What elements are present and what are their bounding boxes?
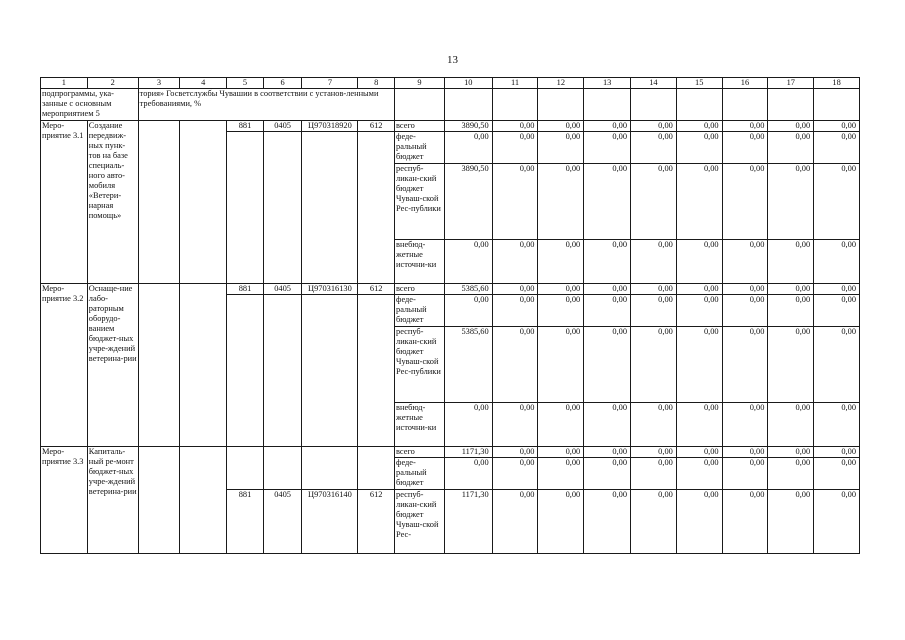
year-value: 0,00: [631, 490, 677, 554]
funding-source: феде-ральный бюджет: [395, 458, 445, 490]
vr-code: 612: [358, 490, 395, 554]
measure-label: Меро-приятие 3.2: [41, 284, 88, 447]
empty-cell: [676, 89, 722, 121]
vr-code: 612: [358, 284, 395, 295]
empty-cell: [631, 89, 677, 121]
funding-source: респуб-ликан-ский бюджет Чуваш-ской Рес-публики: [395, 327, 445, 403]
column-header: 6: [263, 78, 302, 89]
empty-cell: [358, 295, 395, 447]
year-value: 0,00: [631, 240, 677, 284]
year-value: 0,00: [722, 295, 768, 327]
year-value: 0,00: [492, 295, 538, 327]
year-value: 0,00: [722, 447, 768, 458]
year-value: 0,00: [768, 240, 814, 284]
empty-cell: [814, 89, 860, 121]
csr-code: Ц970318920: [302, 121, 358, 132]
empty-cell: [444, 89, 492, 121]
empty-cell: [227, 132, 264, 284]
column-header: 4: [180, 78, 227, 89]
year-value: 0,00: [768, 164, 814, 240]
year-value: 0,00: [492, 403, 538, 447]
year-value: 0,00: [722, 490, 768, 554]
year-value: 0,00: [814, 240, 860, 284]
column-header: 8: [358, 78, 395, 89]
year-value: 0,00: [584, 327, 631, 403]
year-value: 0,00: [768, 295, 814, 327]
year-value: 0,00: [768, 458, 814, 490]
continuation-text: тория» Госветслужбы Чувашии в соответствии с установ-ленными требованиями, %: [138, 89, 394, 121]
year-value: 0,00: [631, 458, 677, 490]
year-value: 0,00: [584, 403, 631, 447]
year-value: 0,00: [492, 490, 538, 554]
empty-cell: [227, 447, 264, 490]
csr-code: Ц970316140: [302, 490, 358, 554]
year-value: 0,00: [722, 458, 768, 490]
year-value: 0,00: [722, 164, 768, 240]
total-value: 0,00: [444, 132, 492, 164]
year-value: 0,00: [631, 164, 677, 240]
column-header: 15: [676, 78, 722, 89]
continuation-text: подпрограммы, ука-занные с основным мероприятием 5: [41, 89, 139, 121]
empty-cell: [395, 89, 445, 121]
year-value: 0,00: [676, 447, 722, 458]
total-value: 5385,60: [444, 327, 492, 403]
year-value: 0,00: [631, 284, 677, 295]
table-row: [41, 121, 860, 132]
year-value: 0,00: [538, 132, 584, 164]
column-header: 11: [492, 78, 538, 89]
empty-cell: [768, 89, 814, 121]
empty-cell: [302, 295, 358, 447]
year-value: 0,00: [584, 447, 631, 458]
year-value: 0,00: [538, 403, 584, 447]
year-value: 0,00: [631, 295, 677, 327]
year-value: 0,00: [814, 458, 860, 490]
column-header: 9: [395, 78, 445, 89]
empty-cell: [263, 447, 302, 490]
empty-cell: [138, 447, 180, 554]
year-value: 0,00: [676, 240, 722, 284]
grbs-code: 881: [227, 490, 264, 554]
year-value: 0,00: [631, 403, 677, 447]
year-value: 0,00: [722, 284, 768, 295]
rzpr-code: 0405: [263, 121, 302, 132]
year-value: 0,00: [814, 295, 860, 327]
funding-source: внебюд-жетные источни-ки: [395, 240, 445, 284]
year-value: 0,00: [538, 447, 584, 458]
table-row: [41, 447, 860, 458]
table-row: [41, 284, 860, 295]
total-value: 0,00: [444, 295, 492, 327]
funding-source: всего: [395, 284, 445, 295]
year-value: 0,00: [492, 240, 538, 284]
grbs-code: 881: [227, 284, 264, 295]
year-value: 0,00: [814, 284, 860, 295]
measure-name: Создание передвиж-ных пунк-тов на базе специаль-ного авто-мобиля «Ветери-нарная помощь»: [87, 121, 138, 284]
year-value: 0,00: [492, 132, 538, 164]
year-value: 0,00: [768, 447, 814, 458]
empty-cell: [180, 121, 227, 284]
year-value: 0,00: [676, 121, 722, 132]
total-value: 1171,30: [444, 490, 492, 554]
year-value: 0,00: [676, 164, 722, 240]
year-value: 0,00: [631, 447, 677, 458]
column-header: 1: [41, 78, 88, 89]
year-value: 0,00: [814, 447, 860, 458]
year-value: 0,00: [768, 327, 814, 403]
funding-source: респуб-ликан-ский бюджет Чуваш-ской Рес-публики: [395, 164, 445, 240]
year-value: 0,00: [584, 164, 631, 240]
funding-source: феде-ральный бюджет: [395, 295, 445, 327]
measure-label: Меро-приятие 3.1: [41, 121, 88, 284]
total-value: 0,00: [444, 240, 492, 284]
year-value: 0,00: [584, 121, 631, 132]
year-value: 0,00: [676, 327, 722, 403]
total-value: 1171,30: [444, 447, 492, 458]
year-value: 0,00: [722, 121, 768, 132]
year-value: 0,00: [676, 490, 722, 554]
column-header: 12: [538, 78, 584, 89]
empty-cell: [722, 89, 768, 121]
total-value: 0,00: [444, 458, 492, 490]
column-header: 5: [227, 78, 264, 89]
page-number: 13: [447, 54, 458, 66]
empty-cell: [584, 89, 631, 121]
year-value: 0,00: [492, 458, 538, 490]
empty-cell: [302, 132, 358, 284]
empty-cell: [227, 295, 264, 447]
measure-name: Оснаще-ние лабо-раторным оборудо-ванием бюджет-ных учре-ждений ветерина-рии: [87, 284, 138, 447]
year-value: 0,00: [631, 121, 677, 132]
year-value: 0,00: [722, 132, 768, 164]
year-value: 0,00: [584, 132, 631, 164]
year-value: 0,00: [492, 164, 538, 240]
year-value: 0,00: [492, 327, 538, 403]
funding-source: внебюд-жетные источни-ки: [395, 403, 445, 447]
year-value: 0,00: [584, 295, 631, 327]
year-value: 0,00: [676, 132, 722, 164]
rzpr-code: 0405: [263, 284, 302, 295]
year-value: 0,00: [768, 490, 814, 554]
year-value: 0,00: [584, 284, 631, 295]
year-value: 0,00: [584, 240, 631, 284]
funding-source: всего: [395, 447, 445, 458]
column-header: 2: [87, 78, 138, 89]
empty-cell: [358, 132, 395, 284]
column-header: 13: [584, 78, 631, 89]
year-value: 0,00: [538, 327, 584, 403]
measure-name: Капиталь-ный ре-монт бюджет-ных учре-ждений ветерина-рии: [87, 447, 138, 554]
year-value: 0,00: [584, 490, 631, 554]
empty-cell: [538, 89, 584, 121]
year-value: 0,00: [631, 327, 677, 403]
empty-cell: [358, 447, 395, 490]
year-value: 0,00: [768, 121, 814, 132]
column-header: 18: [814, 78, 860, 89]
year-value: 0,00: [814, 403, 860, 447]
year-value: 0,00: [722, 240, 768, 284]
rzpr-code: 0405: [263, 490, 302, 554]
year-value: 0,00: [492, 284, 538, 295]
column-header: 3: [138, 78, 180, 89]
continuation-row: [41, 89, 860, 121]
year-value: 0,00: [538, 295, 584, 327]
funding-source: феде-ральный бюджет: [395, 132, 445, 164]
year-value: 0,00: [584, 458, 631, 490]
year-value: 0,00: [538, 458, 584, 490]
funding-source: респуб-ликан-ский бюджет Чуваш-ской Рес-: [395, 490, 445, 554]
year-value: 0,00: [676, 458, 722, 490]
empty-cell: [138, 121, 180, 284]
total-value: 3890,50: [444, 121, 492, 132]
year-value: 0,00: [722, 327, 768, 403]
empty-cell: [180, 447, 227, 554]
year-value: 0,00: [538, 284, 584, 295]
total-value: 3890,50: [444, 164, 492, 240]
empty-cell: [302, 447, 358, 490]
header-row: [41, 78, 860, 89]
year-value: 0,00: [538, 490, 584, 554]
year-value: 0,00: [768, 132, 814, 164]
year-value: 0,00: [676, 284, 722, 295]
column-header: 17: [768, 78, 814, 89]
year-value: 0,00: [814, 164, 860, 240]
year-value: 0,00: [814, 327, 860, 403]
year-value: 0,00: [492, 121, 538, 132]
empty-cell: [138, 284, 180, 447]
year-value: 0,00: [538, 121, 584, 132]
budget-table: [40, 77, 860, 554]
total-value: 0,00: [444, 403, 492, 447]
year-value: 0,00: [538, 240, 584, 284]
column-header: 16: [722, 78, 768, 89]
grbs-code: 881: [227, 121, 264, 132]
year-value: 0,00: [676, 295, 722, 327]
measure-label: Меро-приятие 3.3: [41, 447, 88, 554]
year-value: 0,00: [768, 403, 814, 447]
year-value: 0,00: [814, 490, 860, 554]
year-value: 0,00: [492, 447, 538, 458]
empty-cell: [492, 89, 538, 121]
column-header: 14: [631, 78, 677, 89]
total-value: 5385,60: [444, 284, 492, 295]
empty-cell: [263, 295, 302, 447]
year-value: 0,00: [814, 132, 860, 164]
year-value: 0,00: [722, 403, 768, 447]
year-value: 0,00: [676, 403, 722, 447]
column-header: 7: [302, 78, 358, 89]
vr-code: 612: [358, 121, 395, 132]
year-value: 0,00: [814, 121, 860, 132]
funding-source: всего: [395, 121, 445, 132]
empty-cell: [180, 284, 227, 447]
empty-cell: [263, 132, 302, 284]
column-header: 10: [444, 78, 492, 89]
year-value: 0,00: [631, 132, 677, 164]
csr-code: Ц970316130: [302, 284, 358, 295]
year-value: 0,00: [538, 164, 584, 240]
year-value: 0,00: [768, 284, 814, 295]
